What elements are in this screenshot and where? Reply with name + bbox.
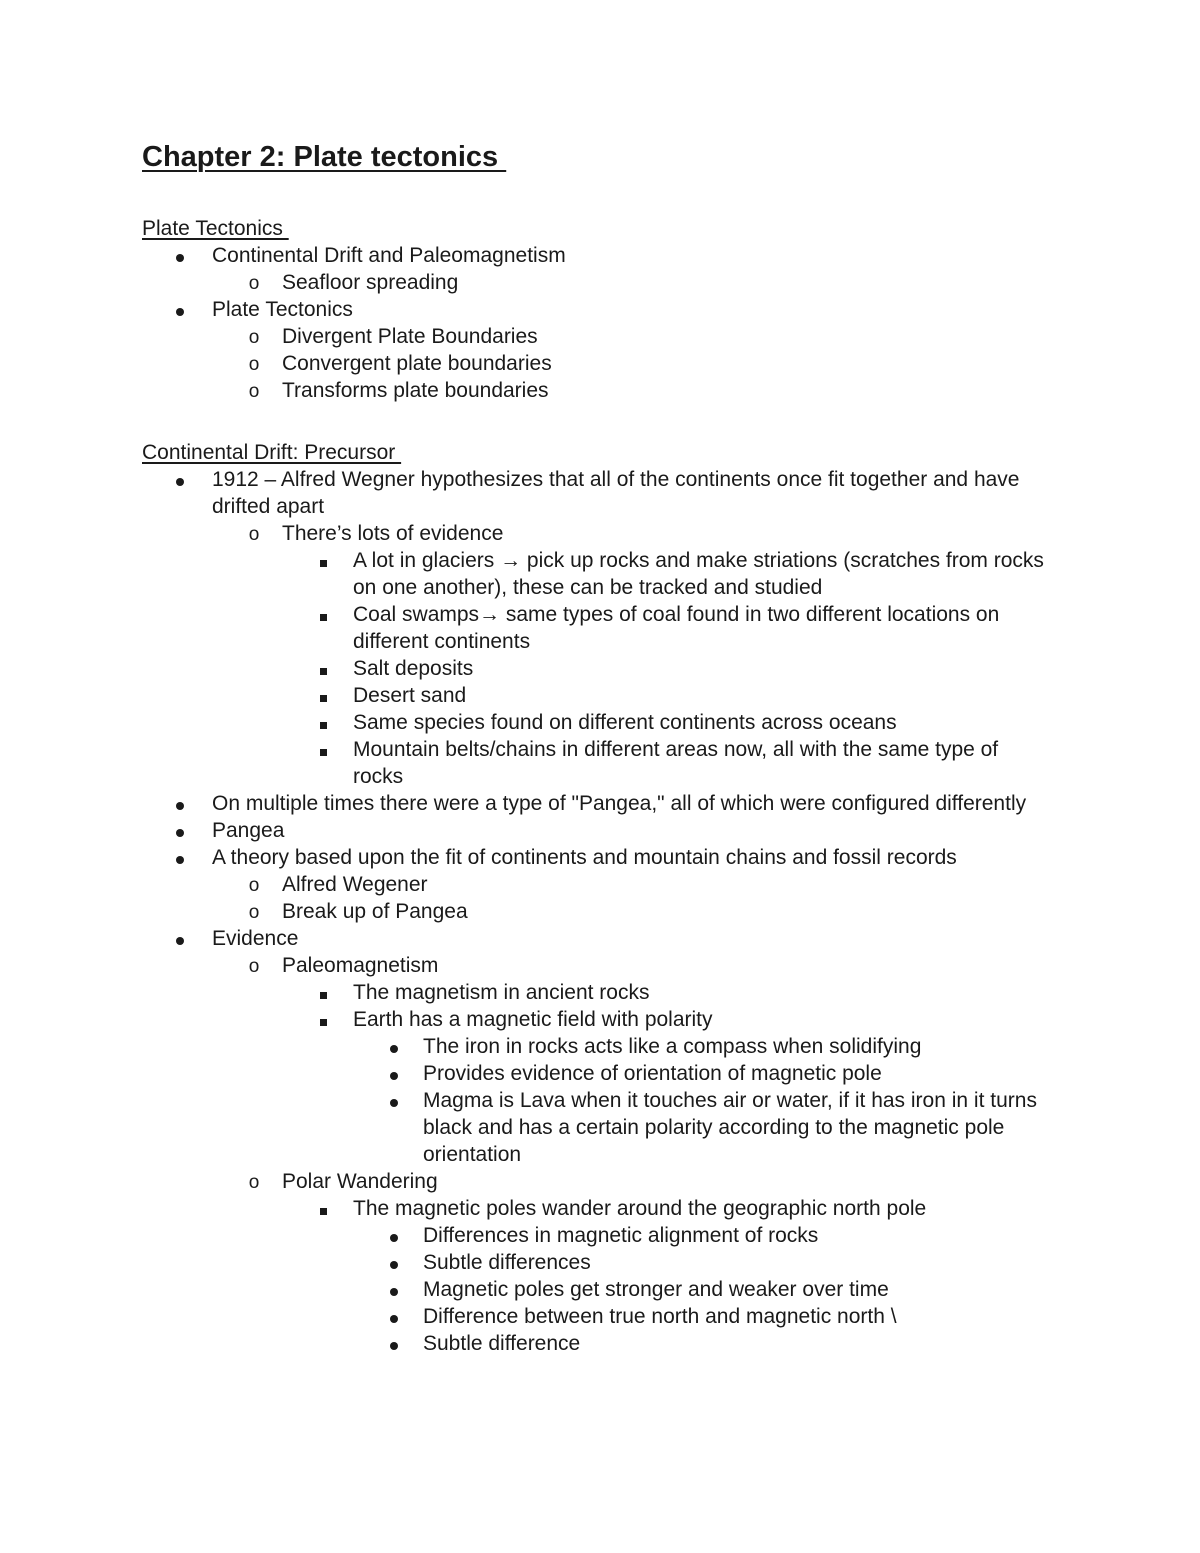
bullet-square-icon	[313, 547, 333, 574]
list-item	[0, 1006, 1200, 1033]
list-item	[0, 736, 1200, 790]
list-item	[0, 1330, 1200, 1357]
bullet-dot-icon	[384, 1249, 404, 1276]
list-item	[0, 790, 1200, 817]
list-item-text: Differences in magnetic alignment of rocks	[423, 1224, 819, 1247]
list-item	[0, 296, 1200, 323]
list-item	[0, 466, 1200, 520]
list-item	[0, 1276, 1200, 1303]
list-item	[0, 1168, 1200, 1195]
list-item	[0, 871, 1200, 898]
bullet-square-icon	[313, 682, 333, 709]
bullet-square-icon	[313, 736, 333, 763]
page-title: Chapter 2: Plate tectonics	[142, 141, 507, 173]
list-item-text: Evidence	[212, 927, 299, 950]
list-item	[0, 709, 1200, 736]
bullet-circle-icon: o	[248, 273, 260, 294]
bullet-circle-icon: o	[248, 327, 260, 348]
bullet-dot-icon	[170, 925, 190, 952]
list-item-text: Break up of Pangea	[282, 900, 468, 923]
list-item	[0, 952, 1200, 979]
list-item	[0, 377, 1200, 404]
list-item-text: Transforms plate boundaries	[282, 379, 549, 402]
list-item	[0, 1303, 1200, 1330]
bullet-square-icon	[313, 655, 333, 682]
list-item-text: Salt deposits	[353, 657, 474, 680]
list-item	[0, 242, 1200, 269]
list-item	[0, 655, 1200, 682]
bullet-circle-icon: o	[248, 381, 260, 402]
list-item-text: Difference between true north and magnetic north \	[423, 1305, 897, 1328]
bullet-dot-icon	[384, 1303, 404, 1330]
list-item-text: Pangea	[212, 819, 285, 842]
list-item	[0, 269, 1200, 296]
bullet-circle-icon: o	[248, 524, 260, 545]
bullet-dot-icon	[384, 1087, 404, 1114]
list-item	[0, 1033, 1200, 1060]
list-item-text: Polar Wandering	[282, 1170, 438, 1193]
list-item-text: Magma is Lava when it touches air or water, if it has iron in it turns black and has a certain polarity according to the magnetic pole orientation	[423, 1089, 1037, 1166]
list-item-text: Continental Drift and Paleomagnetism	[212, 244, 566, 267]
list-item-text: Subtle differences	[423, 1251, 591, 1274]
list-item-text: The iron in rocks acts like a compass when solidifying	[423, 1035, 922, 1058]
list-item	[0, 898, 1200, 925]
list-item	[0, 1060, 1200, 1087]
list-item	[0, 1249, 1200, 1276]
bullet-square-icon	[313, 601, 333, 628]
bullet-circle-icon: o	[248, 902, 260, 923]
list-item	[0, 350, 1200, 377]
list-item	[0, 547, 1200, 601]
section-heading: Plate Tectonics	[142, 217, 289, 240]
bullet-dot-icon	[170, 790, 190, 817]
list-item-text: On multiple times there were a type of "Pangea," all of which were configured differently	[212, 792, 1027, 815]
list-item-text: A theory based upon the fit of continents and mountain chains and fossil records	[212, 846, 957, 869]
list-item-text: Divergent Plate Boundaries	[282, 325, 538, 348]
list-item-text: Magnetic poles get stronger and weaker over time	[423, 1278, 889, 1301]
bullet-square-icon	[313, 1195, 333, 1222]
bullet-circle-icon: o	[248, 1172, 260, 1193]
list-item	[0, 520, 1200, 547]
bullet-square-icon	[313, 1006, 333, 1033]
list-item-text: Coal swamps→ same types of coal found in two different locations on different continents	[353, 603, 1000, 653]
bullet-circle-icon: o	[248, 875, 260, 896]
list-item	[0, 323, 1200, 350]
list-item-text: Same species found on different continents across oceans	[353, 711, 897, 734]
list-item-text: The magnetic poles wander around the geographic north pole	[353, 1197, 927, 1220]
list-item-text: The magnetism in ancient rocks	[353, 981, 650, 1004]
bullet-dot-icon	[384, 1033, 404, 1060]
list-item-text: Desert sand	[353, 684, 467, 707]
list-item	[0, 601, 1200, 655]
list-item	[0, 844, 1200, 871]
bullet-dot-icon	[170, 296, 190, 323]
list-item-text: A lot in glaciers → pick up rocks and make striations (scratches from rocks on one another), these can be tracked and studied	[353, 549, 1044, 599]
list-item-text: Provides evidence of orientation of magnetic pole	[423, 1062, 882, 1085]
bullet-dot-icon	[170, 242, 190, 269]
list-item	[0, 979, 1200, 1006]
list-item	[0, 1195, 1200, 1222]
list-item-text: Subtle difference	[423, 1332, 581, 1355]
list-item	[0, 1087, 1200, 1168]
list-item-text: Seafloor spreading	[282, 271, 459, 294]
bullet-dot-icon	[170, 817, 190, 844]
list-item-text: Paleomagnetism	[282, 954, 439, 977]
bullet-square-icon	[313, 979, 333, 1006]
list-item-text: 1912 – Alfred Wegner hypothesizes that all of the continents once fit together and have drifted apart	[212, 468, 1020, 518]
bullet-dot-icon	[384, 1222, 404, 1249]
list-item	[0, 1222, 1200, 1249]
list-item-text: Mountain belts/chains in different areas now, all with the same type of rocks	[353, 738, 999, 788]
list-item-text: Alfred Wegener	[282, 873, 428, 896]
section-heading: Continental Drift: Precursor	[142, 441, 402, 464]
bullet-dot-icon	[170, 844, 190, 871]
bullet-dot-icon	[170, 466, 190, 493]
list-item-text: Earth has a magnetic field with polarity	[353, 1008, 713, 1031]
list-item-text: Convergent plate boundaries	[282, 352, 552, 375]
bullet-circle-icon: o	[248, 354, 260, 375]
list-item	[0, 682, 1200, 709]
bullet-circle-icon: o	[248, 956, 260, 977]
bullet-dot-icon	[384, 1330, 404, 1357]
list-item	[0, 925, 1200, 952]
bullet-square-icon	[313, 709, 333, 736]
bullet-dot-icon	[384, 1276, 404, 1303]
list-item	[0, 817, 1200, 844]
bullet-dot-icon	[384, 1060, 404, 1087]
list-item-text: There’s lots of evidence	[282, 522, 504, 545]
list-item-text: Plate Tectonics	[212, 298, 353, 321]
